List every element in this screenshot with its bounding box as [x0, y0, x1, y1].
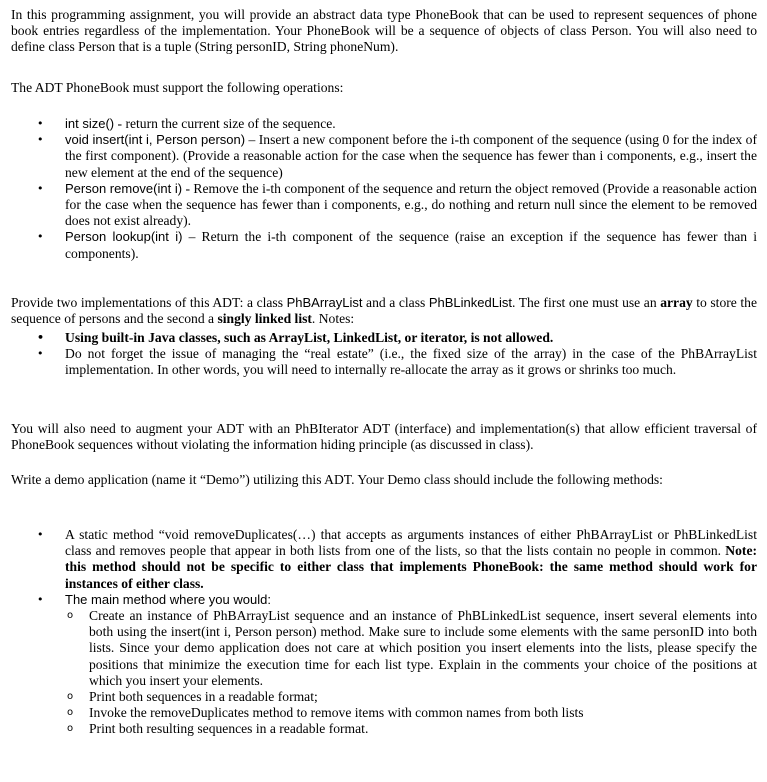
bullet-icon: •	[37, 331, 45, 344]
list-item: • The main method where you would: o Create an instance of PhBArrayList sequence and an instance of PhBLinkedList sequence, insert several elements into both using the insert(int i, Person person) method. Make sure to include some elements with the same personID into both lists. Since your demo application does not care at which position you insert elements into the lists, please specify the positions that minimize the execution time for each list type. Explain in the comments your choice of the positions at which you insert your elements. o Print both sequences in a readable format; o Invoke the removeDuplicates method to remove items with common names from both lists o Print both resulting sequences in a readable format.	[37, 591, 757, 737]
list-item: • Person lookup(int i) – Return the i-th component of the sequence (raise an exception if the sequence has fewer than i components).	[37, 229, 757, 261]
circle-bullet-icon: o	[67, 707, 74, 719]
list-item: • void insert(int i, Person person) – Insert a new component before the i-th component of the sequence (using 0 for the index of the first component). (Provide a reasonable action for the case when the sequence has fewer than i components, e.g., insert the new element at the end of the sequence)	[37, 132, 757, 180]
bullet-icon: •	[37, 133, 44, 147]
main-steps-list	[65, 608, 757, 738]
list-item: • Using built-in Java classes, such as ArrayList, LinkedList, or iterator, is not allowed.	[37, 330, 554, 345]
operations-heading: The ADT PhoneBook must support the following operations:	[11, 80, 344, 95]
list-item: o Print both resulting sequences in a readable format.	[67, 721, 369, 737]
list-item: • Do not forget the issue of managing the “real estate” (i.e., the fixed size of the array) in the case of the PhBArrayList implementation. In other words, you will need to internally re-allocate the array as it grows or shrinks too much.	[37, 346, 757, 378]
list-item: • Person remove(int i) - Remove the i-th component of the sequence and return the object removed (Provide a reasonable action for the case when the sequence has fewer than i components, e.g., do nothing and return null since the element to be removed does not exist already).	[37, 180, 757, 229]
implementation-paragraph: Provide two implementations of this ADT: a class PhBArrayList and a class PhBLinkedList. The first one must use an array to store the sequence of persons and the second a singly linked list. Notes:	[11, 295, 757, 327]
circle-bullet-icon: o	[67, 610, 74, 622]
list-item: • int size() - return the current size of the sequence.	[37, 116, 336, 131]
demo-paragraph: Write a demo application (name it “Demo”) utilizing this ADT. Your Demo class should include the following methods:	[11, 472, 663, 487]
operations-list	[37, 116, 757, 262]
circle-bullet-icon: o	[67, 691, 74, 703]
demo-list	[37, 527, 757, 738]
bullet-icon: •	[37, 528, 44, 541]
list-item: • A static method “void removeDuplicates(…) that accepts as arguments instances of either PhBArrayList or PhBLinkedList class and removes people that appear in both lists from one of the lists, so that the lists contain no people in common. Note: this method should not be specific to either class that implements PhoneBook: the same method should work for instances of either class.	[37, 527, 757, 591]
list-item: o Print both sequences in a readable format;	[67, 689, 318, 705]
bullet-icon: •	[37, 181, 44, 195]
bullet-icon: •	[37, 347, 44, 361]
list-item: o Invoke the removeDuplicates method to remove items with common names from both lists	[67, 705, 584, 721]
intro-paragraph: In this programming assignment, you will provide an abstract data type PhoneBook that can be used to represent sequences of phone book entries regardless of the implementation. Your PhoneBook will be a sequence of objects of class Person. You will also need to define class Person that is a tuple (String personID, String phoneNum).	[11, 7, 757, 55]
notes-list	[37, 330, 757, 379]
iterator-paragraph: You will also need to augment your ADT with an PhBIterator ADT (interface) and implementation(s) that allow efficient traversal of PhoneBook sequences without violating the information hiding principle (as discussed in class).	[11, 421, 757, 453]
list-item: o Create an instance of PhBArrayList sequence and an instance of PhBLinkedList sequence, insert several elements into both using the insert(int i, Person person) method. Make sure to include some elements with the same personID into both lists. Since your demo application does not care at which position you insert elements into the lists, please specify the positions that minimize the execution time for each list type. Explain in the comments your choice of the positions at which you insert your elements.	[67, 608, 757, 688]
circle-bullet-icon: o	[67, 723, 74, 735]
bullet-icon: •	[37, 117, 44, 130]
bullet-icon: •	[37, 230, 44, 244]
bullet-icon: •	[37, 592, 44, 606]
